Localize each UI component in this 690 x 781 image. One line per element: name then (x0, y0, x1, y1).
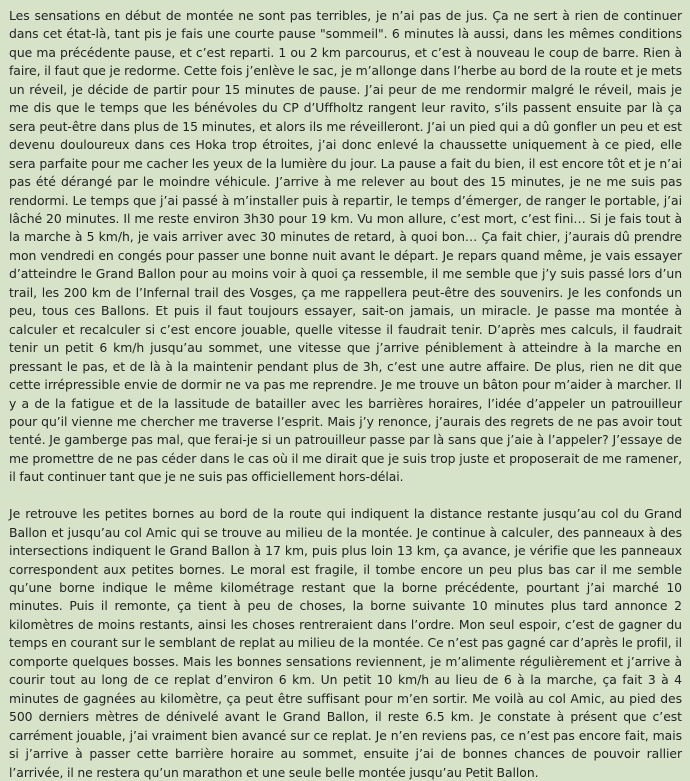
article-body (9, 7, 682, 781)
paragraph: Je retrouve les petites bornes au bord de la route qui indiquent la distance restante jusqu’au col du Grand Ballon et jusqu’au col Amic qui se trouve au milieu de la montée. Je continue à calculer, des panneaux à des intersections indiquent le Grand Ballon à 17 km, puis plus loin 13 km, ça avance, je vérifie que les panneaux correspondent aux petites bornes. Le moral est fragile, il tombe encore un peu plus bas car il me semble qu’une borne indique le même kilométrage restant que la borne précédente, pourtant j’ai marché 10 minutes. Puis il remonte, ça tient à peu de choses, la borne suivante 10 minutes plus tard annonce 2 kilomètres de moins restants, ainsi les choses rentreraient dans l’ordre. Mon seul espoir, c’est de gagner du temps en courant sur le semblant de replat au milieu de la montée. Ce n’est pas gagné car d’après le profil, il comporte quelques bosses. Mais les bonnes sensations reviennent, je m’alimente régulièrement et j’arrive à courir tout au long de ce replat d’environ 6 km. Un petit 10 km/h au lieu de 6 à la marche, ça fait 3 à 4 minutes de gagnées au kilomètre, ça peut être suffisant pour m’en sortir. Me voilà au col Amic, au pied des 500 derniers mètres de dénivelé avant le Grand Ballon, il reste 6.5 km. Je constate à présent que c’est carrément jouable, j’ai vraiment bien avancé sur ce replat. Je n’en reviens pas, ce n’est pas encore fait, mais si j’arrive à passer cette barrière horaire au sommet, ensuite j’ai de bonnes chances de pouvoir rallier l’arrivée, il ne restera qu’un marathon et une seule belle montée jusqu’au Petit Ballon. (9, 506, 682, 780)
paragraph: Les sensations en début de montée ne sont pas terribles, je n’ai pas de jus. Ça ne sert à rien de continuer dans cet état-là, tant pis je fais une courte pause "sommeil". 6 minutes là aussi, dans les mêmes conditions que ma précédente pause, et c’est reparti. 1 ou 2 km parcourus, et c’est à nouveau le coup de barre. Rien à faire, il faut que je redorme. Cette fois j’enlève le sac, je m’allonge dans l’herbe au bord de la route et je mets un réveil, je décide de partir pour 15 minutes de pause. J’ai peur de me rendormir malgré le réveil, mais je me dis que le temps que les bénévoles du CP d’Uffholtz rangent leur ravito, s’ils passent ensuite par là ça sera peut-être dans plus de 15 minutes, et alors ils me réveilleront. J’ai un pied qui a dû gonfler un peu et est devenu douloureux dans ces Hoka trop étroites, j’ai donc enlevé la chaussette uniquement à ce pied, elle sera parfaite pour me cacher les yeux de la lumière du jour. La pause a fait du bien, il est encore tôt et je n’ai pas été dérangé par le moindre véhicule. J’arrive à me relever au bout des 15 minutes, je ne me suis pas rendormi. Le temps que j’ai passé à m’installer puis à repartir, le temps d’émerger, de ranger le portable, j’ai lâché 20 minutes. Il me reste environ 3h30 pour 19 km. Vu mon allure, c’est mort, c’est fini… Si je fais tout à la marche à 5 km/h, je vais arriver avec 30 minutes de retard, à quoi bon… Ça fait chier, j’aurais dû prendre mon vendredi en congés pour passer une bonne nuit avant le départ. Je repars quand même, je vais essayer d’atteindre le Grand Ballon pour au moins voir à quoi ça ressemble, il me semble que j’y suis passé lors d’un trail, les 200 km de l’Infernal trail des Vosges, ça me rappellera peut-être des souvenirs. Je les confonds un peu, tous ces Ballons. Et puis il faut toujours essayer, sait-on jamais, un miracle. Je passe ma montée à calculer et recalculer si c’est encore jouable, quelle vitesse il faudrait tenir. D’après mes calculs, il faudrait tenir un petit 6 km/h jusqu’au sommet, une vitesse que j’arrive péniblement à atteindre à la marche en pressant le pas, et de là à la maintenir pendant plus de 3h, c’est une autre affaire. De plus, rien ne dit que cette irrépressible envie de dormir ne va pas me reprendre. Je me trouve un bâton pour m’aider à marcher. Il y a de la fatigue et de la lassitude de batailler avec les barrières horaires, l’idée d’appeler un patrouilleur pour qu’il vienne me chercher me traverse l’esprit. Mais j’y renonce, j’aurais des regrets de ne pas avoir tout tenté. Je gamberge pas mal, que ferai-je si un patrouilleur passe par là sans que j’aie à l’appeler? J’essaye de me promettre de ne pas céder dans le cas où il me dirait que je suis trop juste et proposerait de me ramener, il faut continuer tant que je ne suis pas officiellement hors-délai. (9, 8, 682, 485)
